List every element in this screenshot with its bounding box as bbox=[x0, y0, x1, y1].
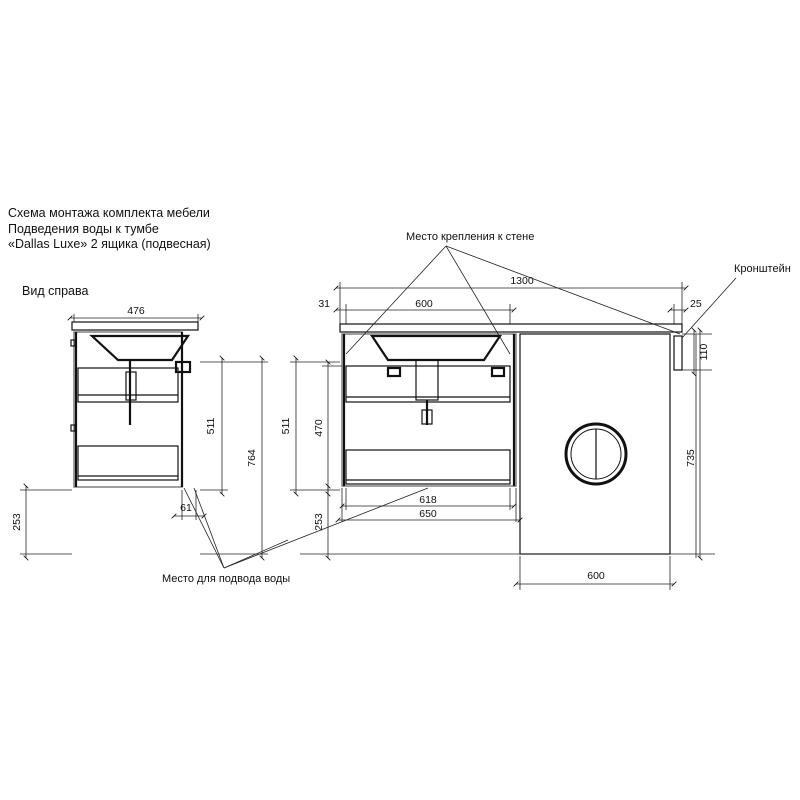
title-line-1: Схема монтажа комплекта мебели bbox=[8, 206, 210, 220]
front-dim-washer-height: 735 bbox=[685, 449, 697, 467]
side-drawer-top bbox=[78, 368, 178, 402]
side-dim-floor: 253 bbox=[11, 513, 23, 531]
front-dim-outer-width: 650 bbox=[419, 508, 437, 520]
front-dim-drawer-height: 470 bbox=[313, 419, 325, 437]
side-view bbox=[11, 305, 268, 558]
bracket bbox=[674, 336, 682, 370]
callout-water-supply: Место для подвода воды bbox=[162, 573, 291, 585]
front-dim-cabinet-height: 511 bbox=[280, 417, 292, 435]
side-dim-width: 476 bbox=[127, 305, 145, 317]
front-basin bbox=[372, 336, 500, 360]
title-line-3: «Dallas Luxe» 2 ящика (подвесная) bbox=[8, 237, 211, 251]
side-view-label: Вид справа bbox=[22, 284, 89, 298]
front-dim-right-offset: 25 bbox=[690, 298, 702, 310]
title-line-2: Подведения воды к тумбе bbox=[8, 221, 159, 236]
washing-machine bbox=[520, 334, 670, 554]
side-basin bbox=[92, 336, 188, 360]
callouts bbox=[162, 231, 791, 585]
side-dim-total-height: 764 bbox=[246, 449, 258, 467]
front-dim-bracket-height: 110 bbox=[698, 343, 710, 361]
front-dim-floor: 253 bbox=[313, 513, 325, 531]
front-dim-left-offset: 31 bbox=[318, 298, 330, 310]
callout-bracket: Кронштейн bbox=[734, 263, 791, 275]
front-dim-inner-width: 618 bbox=[419, 494, 437, 506]
front-dim-cabinet-width: 600 bbox=[415, 298, 433, 310]
side-drawer-bottom bbox=[78, 446, 178, 480]
front-countertop bbox=[340, 324, 682, 332]
callout-wall-mount: Место крепления к стене bbox=[406, 231, 535, 243]
side-dim-cabinet-height: 511 bbox=[205, 417, 217, 435]
front-dim-washer-width: 600 bbox=[587, 570, 605, 582]
front-drawer-bottom bbox=[346, 450, 510, 484]
front-dim-total-width: 1300 bbox=[510, 275, 534, 287]
side-dim-pipe-offset: 61 bbox=[180, 502, 192, 514]
side-cabinet-body bbox=[74, 332, 182, 487]
side-countertop bbox=[72, 322, 198, 330]
